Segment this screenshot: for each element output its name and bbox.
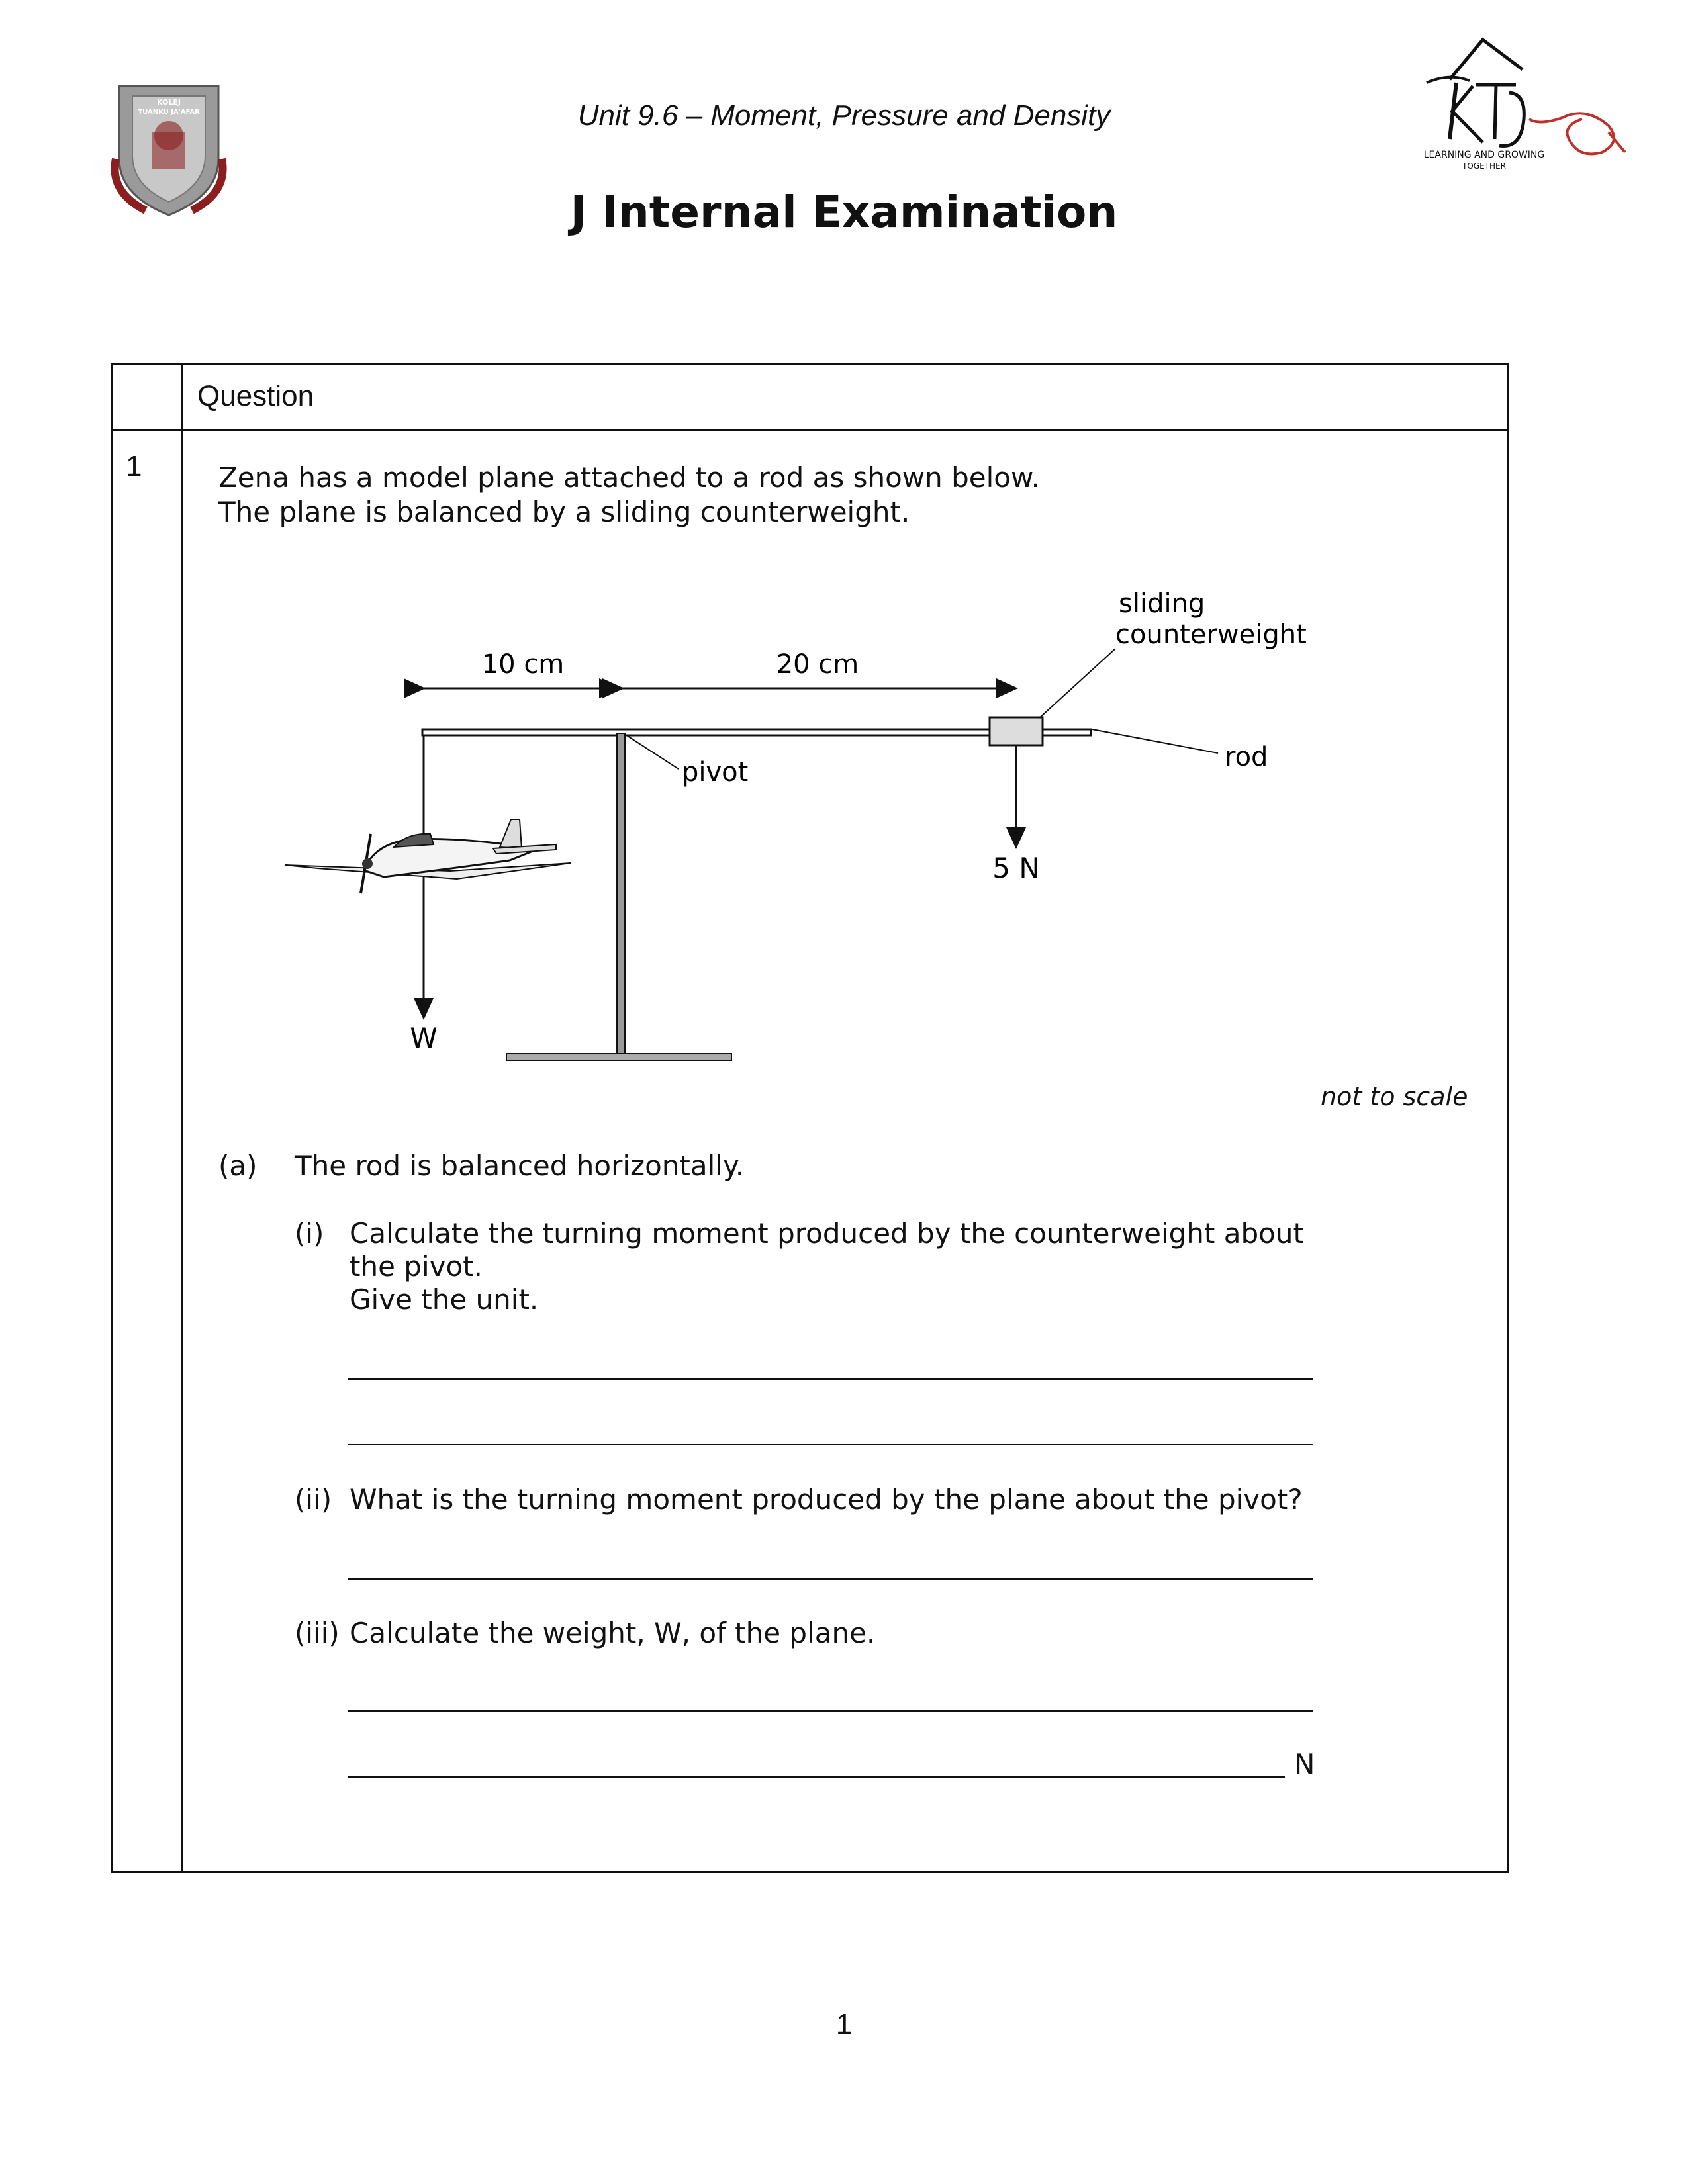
part-iii-label: (iii) (295, 1617, 340, 1649)
table-column-divider (181, 363, 183, 1873)
ktj-logo (1410, 33, 1628, 179)
part-a-label: (a) (218, 1150, 258, 1182)
school-crest-logo (106, 79, 232, 218)
part-i-line-1: Calculate the turning moment produced by the counterweight about (350, 1217, 1304, 1250)
label-counterweight: counterweight (1115, 619, 1307, 650)
not-to-scale-note: not to scale (1321, 1082, 1468, 1111)
answer-unit-n: N (1294, 1748, 1315, 1780)
label-10cm: 10 cm (481, 649, 565, 680)
pivot-stand (617, 733, 625, 1058)
moment-diagram (265, 582, 1350, 1085)
answer-line-ii[interactable] (348, 1578, 1313, 1580)
logo-tagline-line1: LEARNING AND GROWING (1423, 150, 1545, 160)
intro-line-2: The plane is balanced by a sliding counterweight. (218, 496, 910, 528)
unit-title: Unit 9.6 – Moment, Pressure and Density (577, 99, 1111, 132)
label-sliding: sliding (1119, 588, 1205, 619)
model-plane-illustration (285, 819, 571, 893)
part-ii-label: (ii) (295, 1483, 332, 1516)
sliding-counterweight (990, 717, 1043, 745)
intro-line-1: Zena has a model plane attached to a rod as shown below. (218, 461, 1040, 494)
part-a-text: The rod is balanced horizontally. (295, 1150, 745, 1182)
table-header-question: Question (197, 380, 314, 412)
label-rod: rod (1225, 742, 1268, 772)
label-pivot: pivot (682, 757, 749, 788)
answer-line-iii-1[interactable] (348, 1710, 1313, 1712)
part-iii-text: Calculate the weight, W, of the plane. (350, 1617, 876, 1649)
logo-tagline-line2: TOGETHER (1462, 161, 1506, 171)
crest-text-line1: KOLEJ (157, 98, 181, 107)
question-number: 1 (126, 450, 142, 482)
counterweight-leader-line (1039, 649, 1115, 718)
part-ii-text: What is the turning moment produced by the plane about the pivot? (350, 1483, 1303, 1516)
answer-line-iii-2[interactable] (348, 1776, 1285, 1778)
answer-line-i-1[interactable] (348, 1378, 1313, 1380)
part-i-line-2: the pivot. (350, 1250, 483, 1283)
part-i-label: (i) (295, 1217, 324, 1250)
part-i-line-3: Give the unit. (350, 1283, 539, 1316)
pivot-leader-line (628, 736, 679, 769)
answer-line-i-2[interactable] (348, 1444, 1313, 1445)
crest-text-line2: TUANKU JA'AFAR (138, 109, 200, 116)
label-w: W (410, 1022, 438, 1054)
exam-title: J Internal Examination (570, 187, 1118, 238)
label-5n: 5 N (992, 852, 1040, 884)
stand-base (506, 1054, 731, 1060)
label-20cm: 20 cm (776, 649, 859, 680)
rod-leader-line (1092, 729, 1218, 753)
table-header-divider (111, 429, 1509, 431)
page-number: 1 (835, 2008, 853, 2040)
